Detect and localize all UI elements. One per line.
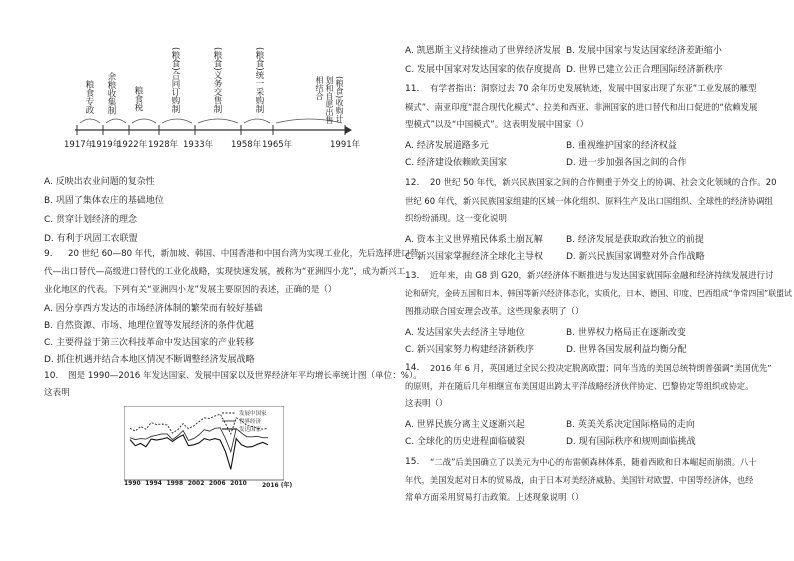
q11-option-a[interactable]: A. 经济发展道路多元: [405, 141, 489, 151]
q12-stem-line2: 世纪 60 年代，新兴民族国家组建的区域一体化组织、原料生产及出口国组织、全球性的经济协调组: [405, 196, 773, 206]
timeline-year-1965: 1965年: [262, 140, 293, 150]
q13-option-c[interactable]: C. 新兴国家努力构建经济新秩序: [405, 345, 535, 355]
q10-option-b[interactable]: B. 发展中国家与发达国家经济差距缩小: [566, 46, 722, 56]
q15-stem-line3: 常单方面采用贸易打击政策。上述现象说明（）: [405, 493, 584, 503]
timeline-label-3: 粮食税: [133, 86, 143, 112]
q13-stem-line2: 论和研究，金砖五国和日本、韩国等新兴经济体态化，实质化，日本、德国、印度、巴西组成“争常四国”联盟试: [405, 289, 792, 298]
q12-option-d[interactable]: D. 新兴民族国家调整对外合作战略: [566, 252, 705, 262]
timeline-bracket: [132, 119, 156, 123]
q12-stem-line1: 20 世纪 50 年代，新兴民族国家之间的合作侧重于外交上的协调、社会文化领域的合作。20: [430, 178, 777, 188]
q10-stem-line2: 这表明: [44, 388, 70, 398]
x-tick-label: 2016 (年): [262, 482, 293, 489]
q10-option-a[interactable]: A. 凯恩斯主义持续推动了世界经济发展: [405, 46, 561, 56]
x-tick-label: 2006: [208, 480, 226, 487]
q13-stem-line3: 图推动联合国安理会改革。这些现象表明了（）: [405, 307, 584, 317]
q11-option-c[interactable]: C. 经济建设依赖欧美国家: [405, 158, 508, 168]
q9-stem-line1: 20 世纪 60—80 年代，新加坡、韩国、中国香港和中国台湾为实现工业化，先后选择进口替: [68, 249, 419, 259]
q11-stem-line2: 模式”、南亚印度“混合现代化模式”、拉美和西亚、非洲国家的进口替代和出口促进的“依赖发展: [405, 102, 758, 112]
timeline-label-6: (粮食)统一采购制: [254, 47, 264, 114]
x-tick-label: 2002: [187, 480, 205, 487]
q14-stem-line3: 这表明（）: [405, 399, 448, 409]
timeline-label-1: 粮食专政: [84, 80, 94, 114]
timeline-year-1991: 1991年: [330, 140, 361, 150]
q8-option-d[interactable]: D. 有利于巩固工农联盟: [44, 234, 138, 244]
q13-option-b[interactable]: B. 世界权力格局正在逐渐改变: [566, 328, 686, 338]
q12-stem-line3: 织纷纷涌现。这一变化说明: [405, 214, 508, 224]
q9-option-a[interactable]: A. 因分享西方发达的市场经济体制的繁荣而有较好基础: [44, 304, 263, 314]
q8-option-c[interactable]: C. 贯穿计划经济的理念: [44, 215, 138, 225]
q14-number: 14.: [405, 363, 420, 373]
q15-stem-line1: “二战”后美国确立了以美元为中心的布雷顿森林体系，随着西欧和日本崛起而崩溃。八十: [430, 457, 757, 467]
legend-label-2: 世界经济: [239, 419, 262, 425]
timeline-label-2: 余粮收集制: [106, 72, 116, 115]
growth-rate-line-chart: [124, 406, 284, 486]
q8-option-b[interactable]: B. 巩固了集体农庄的基础地位: [44, 196, 164, 206]
q10-option-c[interactable]: C. 发展中国家对发达国家的依存度提高: [405, 65, 562, 75]
timeline-bracket: [162, 119, 192, 123]
q14-stem-line1: 2016 年 6 月，英国通过全民公投决定脱离欧盟；同年当选的美国总统特朗普强调“美国优先”: [430, 363, 772, 373]
timeline-year-1958: 1958年: [231, 140, 262, 150]
timeline-label-5: (粮食)义务交售制: [212, 47, 222, 114]
q13-option-a[interactable]: A. 发达国家失去经济主导地位: [405, 328, 525, 338]
q8-option-a[interactable]: A. 反映出农业问题的复杂性: [44, 177, 155, 187]
q14-option-c[interactable]: C. 全球化的历史进程面临破裂: [405, 437, 526, 447]
q14-option-d[interactable]: D. 现有国际秩序和规则面临挑战: [566, 437, 696, 447]
q12-option-b[interactable]: B. 经济发展是获取政治独立的前提: [566, 235, 704, 245]
timeline-year-1917: 1917年: [64, 140, 95, 150]
q12-option-c[interactable]: C. 新兴国家掌握经济全球化主导权: [405, 252, 544, 262]
q9-stem-line3: 业化地区的代表。下列有关“亚洲四小龙”发展主要原因的表述，正确的是（）: [44, 285, 337, 295]
q9-option-b[interactable]: B. 自然资源、市场、地理位置等发展经济的条件优越: [44, 321, 254, 331]
x-tick-label: 1990: [124, 480, 141, 487]
q11-option-b[interactable]: B. 重视维护国家的经济权益: [566, 141, 677, 151]
q10-option-d[interactable]: D. 世界已建立公正合理国际经济新秩序: [566, 65, 723, 75]
q10-number: 10.: [44, 371, 59, 381]
timeline-bracket: [244, 119, 270, 123]
chart-x-axis-labels: [124, 480, 304, 492]
timeline-bracket: [106, 119, 126, 123]
timeline-arrow: [345, 126, 352, 134]
q15-stem-line2: 年代，美国发起对日本的贸易战，由于日本对美经济威胁。美国针对欧盟、中国等经济体，也经: [405, 475, 754, 485]
q13-option-d[interactable]: D. 世界各国发展利益均衡分配: [566, 345, 687, 355]
q12-option-a[interactable]: A. 资本主义世界殖民体系土崩瓦解: [405, 235, 543, 245]
x-tick-label: 1994: [145, 480, 162, 487]
q13-stem-line1: 近年来，由 G8 到 G20，新兴经济体不断推进与发达国家就国际金融和经济持续发展进行讨: [430, 271, 774, 281]
q10-stem-line1: 图是 1990—2016 年发达国家、发展中国家以及世界经济年平均增长率统计图（单位：%）。: [68, 371, 422, 381]
timeline-diagram: [55, 35, 415, 195]
q14-option-a[interactable]: A. 世界民族分离主义逐渐兴起: [405, 420, 525, 430]
timeline-year-1919: 1919年: [91, 140, 122, 150]
q9-option-c[interactable]: C. 主要得益于第三次科技革命中发达国家的产业转移: [44, 338, 255, 348]
timeline-label-4: (粮食)合同订购制: [170, 47, 180, 114]
q9-stem-line2: 代—出口替代—高级进口替代的工业化战略，实现快速发展，被称为“亚洲四小龙”，成为新兴工: [44, 267, 406, 277]
timeline-bracket: [198, 119, 238, 123]
timeline-bracket: [80, 119, 100, 123]
timeline-label-7: (粮食)收购计划和自愿出售相结合: [315, 76, 344, 124]
x-tick-label: 2010: [230, 480, 247, 487]
q13-number: 13.: [405, 271, 420, 281]
timeline-year-1928: 1928年: [148, 140, 179, 150]
q12-number: 12.: [405, 178, 420, 188]
q14-option-b[interactable]: B. 英美关系决定国际格局的走向: [566, 420, 695, 430]
legend-label-3: 发达国家: [239, 427, 262, 433]
q14-stem-line2: 的原则，并在随后几年相继宣布美国退出跨太平洋战略经济伙伴协定、巴黎协定等组织或协定。: [405, 381, 754, 391]
q9-number: 9.: [44, 249, 53, 259]
q11-option-d[interactable]: D. 进一步加强各国之间的合作: [566, 158, 687, 168]
x-tick-label: 1998: [166, 480, 184, 487]
timeline-year-1922: 1922年: [117, 140, 148, 150]
q15-number: 15.: [405, 457, 420, 467]
q11-stem-line1: 有学者指出：洞察过去 70 余年历史发展轨迹，发展中国家出现了东亚“工业发展的雁型: [430, 84, 757, 94]
q11-stem-line3: 型模式”以及“中国模式”。这表明发展中国家（）: [405, 120, 589, 130]
legend-label-1: 发展中国家: [239, 411, 267, 417]
q11-number: 11.: [405, 84, 420, 94]
q9-option-d[interactable]: D. 抓住机遇并结合本地区情况不断调整经济发展战略: [44, 355, 255, 365]
timeline-year-1933: 1933年: [183, 140, 214, 150]
